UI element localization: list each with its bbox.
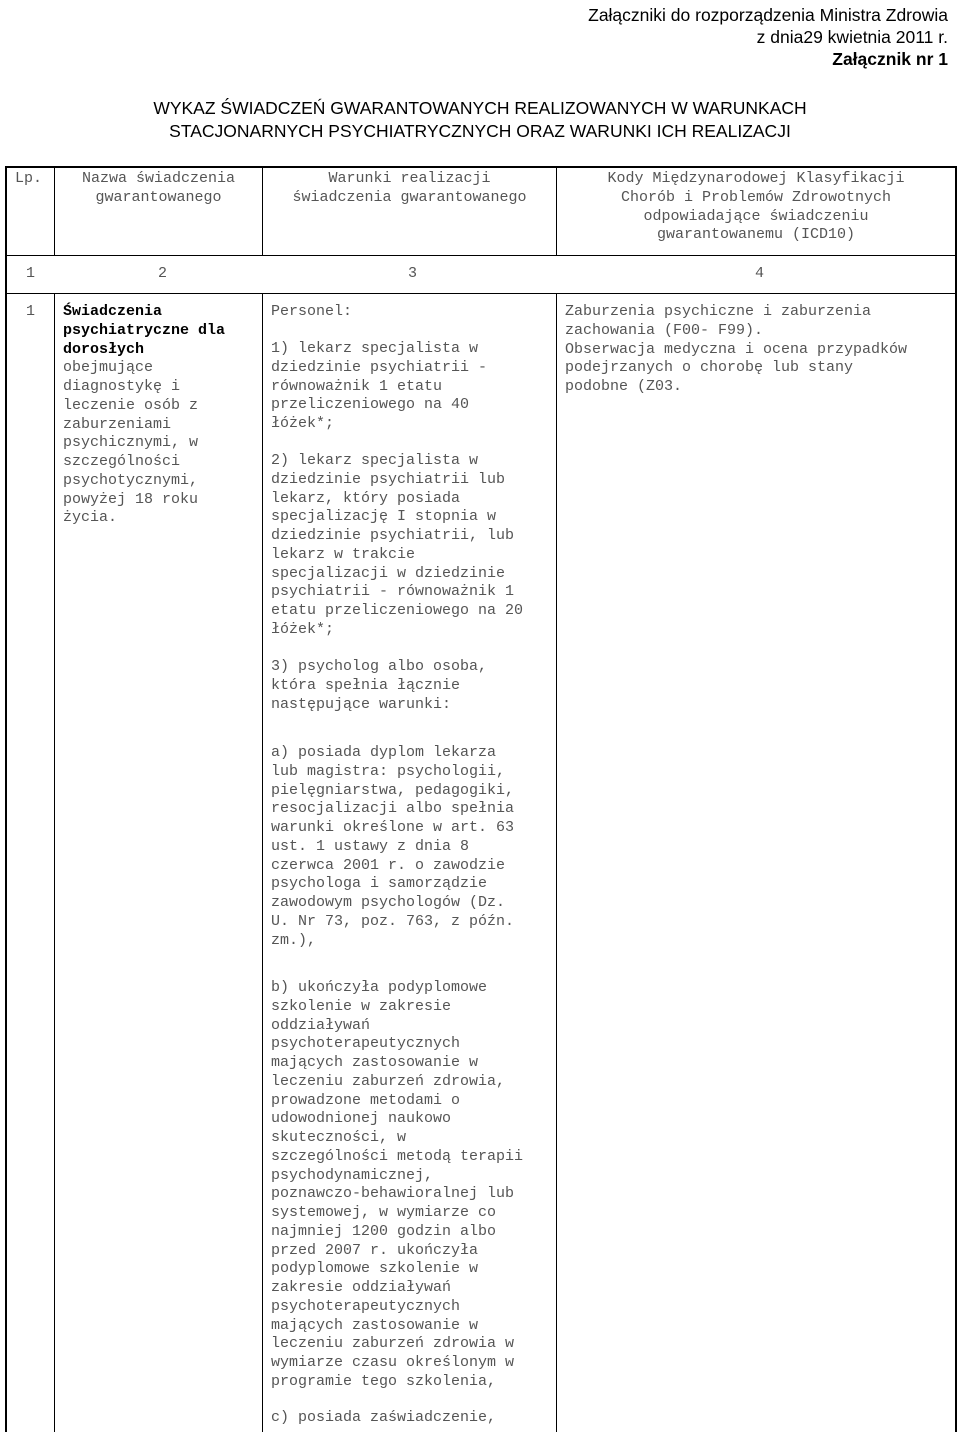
column-number-3: 3 — [408, 265, 418, 282]
conditions-item-3c: c) posiada zaświadczenie, — [271, 1409, 497, 1426]
document-title-line2: STACJONARNYCH PSYCHIATRYCZNYCH ORAZ WARUNKI ICH REALIZACJI — [169, 121, 791, 141]
conditions-item-3b: b) ukończyła podyplomowe szkolenie w zakresie oddziaływań psychoterapeutycznych mających zastosowanie w leczeniu zaburzeń zdrowia, prowadzone metodami o udowodnionej naukowo skuteczności, w szczególności metodą terapii psychodynamicznej, poznawczo-behawioralnej lub systemowej, w wymiarze co najmniej 1200 godzin albo przed 2007 r. ukończyła podyplomowe szkolenie w zakresie oddziaływań psychoterapeutycznych mających zastosowanie w leczeniu zaburzeń zdrowia w wymiarze czasu określonym w programie tego szkolenia, — [271, 979, 524, 1390]
table-rule-left — [5, 166, 7, 1432]
table-rule-right — [955, 166, 957, 1432]
table-rule-numbers-bottom — [5, 293, 957, 294]
conditions-item-2: 2) lekarz specjalista w dziedzinie psychiatrii lub lekarz, który posiada specjalizację I stopnia w dziedzinie psychiatrii, lub lekarz w trakcie specjalizacji w dziedzinie psychiatrii - równoważnik 1 etatu przeliczeniowego na 20 łóżek*; — [271, 452, 524, 638]
header-lp: Lp. — [15, 170, 43, 187]
conditions-personnel-label: Personel: — [271, 303, 353, 320]
service-name-description: obejmujące diagnostykę i leczenie osób z zaburzeniami psychicznymi, w szczególności psychotycznymi, powyżej 18 roku życia. — [63, 359, 199, 527]
conditions-item-3a: a) posiada dyplom lekarza lub magistra: psychologii, pielęgniarstwa, pedagogiki, resocjalizacji albo spełnia warunki określone w art. 63 ust. 1 ustawy z dnia 8 czerwca 2001 r. o zawodzie psychologa i samorządzie zawodowym psychologów (Dz. U. Nr 73, poz. 763, z późn. zm.), — [271, 744, 515, 949]
header-icd-codes: Kody Międzynarodowej Klasyfikacji Chorób i Problemów Zdrowotnych odpowiadające świadczeniu gwarantowanemu (ICD10) — [607, 170, 905, 244]
row-icd-codes: Zaburzenia psychiczne i zaburzenia zachowania (F00- F99). Obserwacja medyczna i ocena przypadków podejrzanych o chorobę lub stany podobne (Z03. — [565, 303, 908, 395]
table-rule-col1-body — [54, 293, 55, 1432]
header-line-regulation: Załączniki do rozporządzenia Ministra Zdrowia — [588, 5, 948, 25]
header-service-name: Nazwa świadczenia gwarantowanego — [81, 170, 236, 206]
table-rule-col3-body — [556, 293, 557, 1432]
header-line-annex: Załącznik nr 1 — [832, 49, 948, 69]
table-rule-header-bottom — [5, 255, 957, 256]
table-rule-col2-body — [262, 293, 263, 1432]
conditions-item-1: 1) lekarz specjalista w dziedzinie psychiatrii - równoważnik 1 etatu przeliczeniowego na 40 łóżek*; — [271, 340, 488, 432]
row-lp: 1 — [26, 303, 36, 320]
document-title-line1: WYKAZ ŚWIADCZEŃ GWARANTOWANYCH REALIZOWANYCH W WARUNKACH — [153, 98, 807, 118]
table-rule-top — [5, 166, 957, 168]
header-line-date: z dnia29 kwietnia 2011 r. — [756, 27, 948, 47]
column-number-1: 1 — [26, 265, 36, 282]
column-number-4: 4 — [755, 265, 765, 282]
column-number-2: 2 — [158, 265, 168, 282]
service-name-bold: Świadczenia psychiatryczne dla dorosłych — [63, 303, 226, 358]
conditions-item-3: 3) psycholog albo osoba, która spełnia łącznie następujące warunki: — [271, 658, 488, 713]
row-service-name — [63, 303, 225, 528]
header-conditions: Warunki realizacji świadczenia gwarantowanego — [292, 170, 527, 206]
